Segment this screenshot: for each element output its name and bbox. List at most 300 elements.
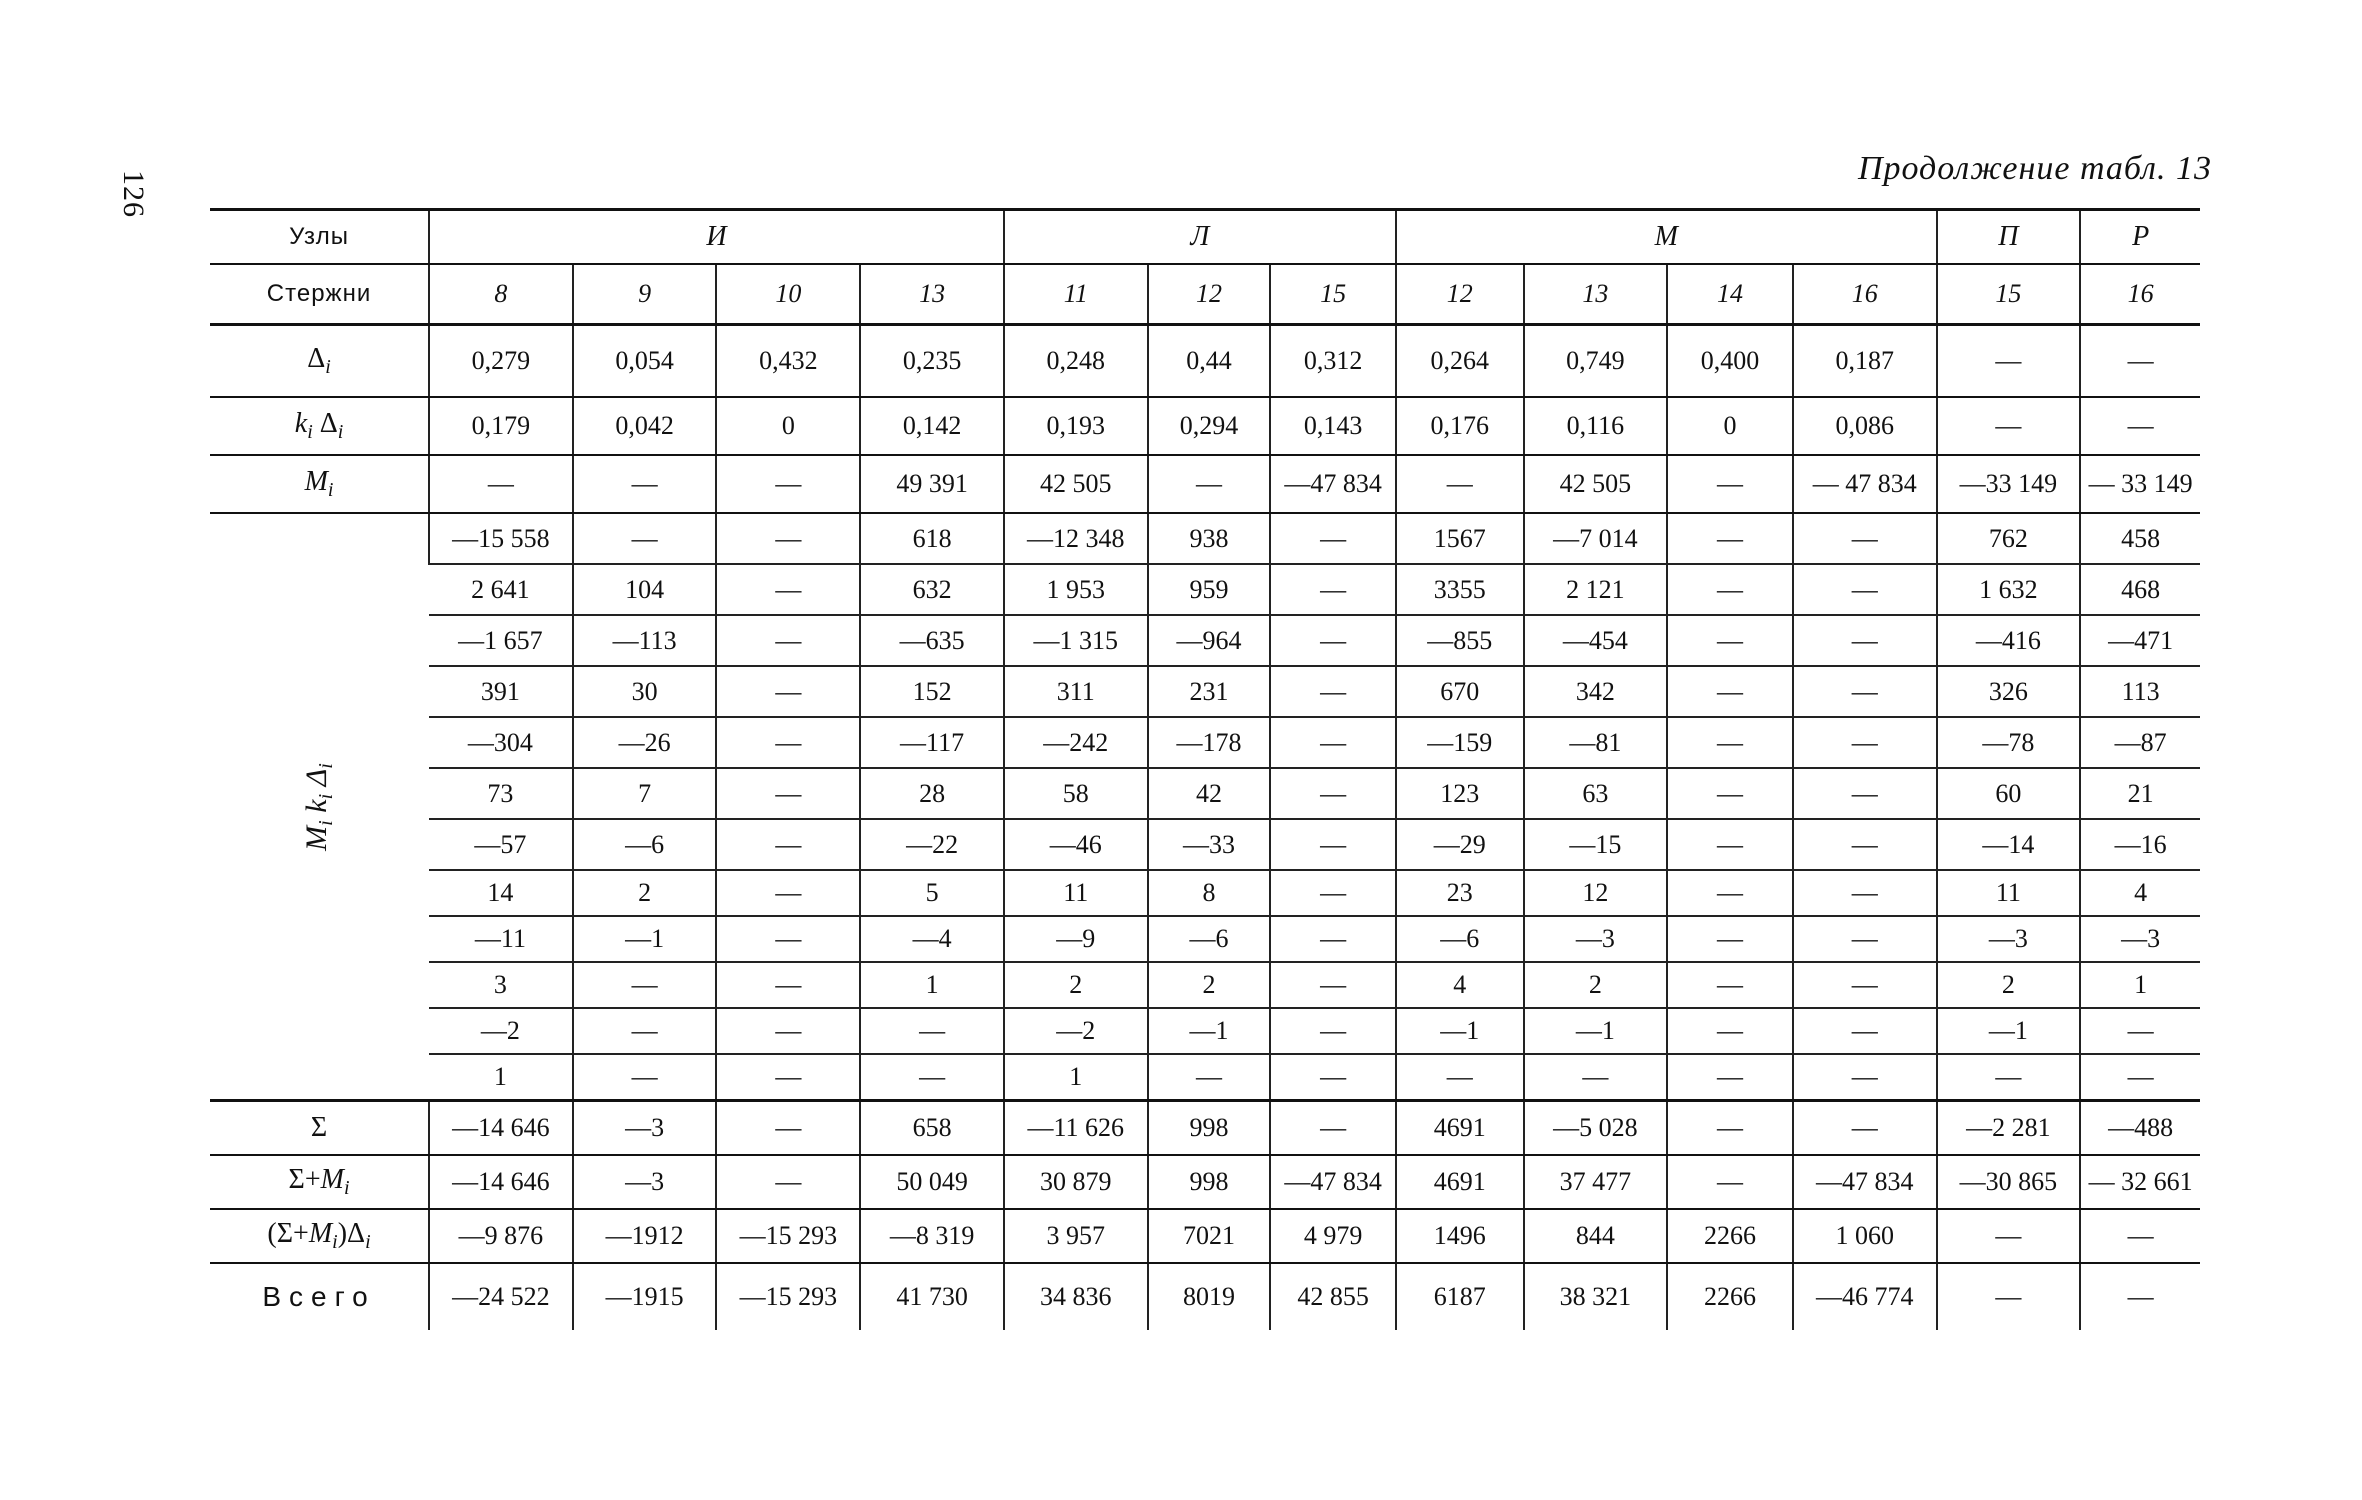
rod-header: 13 bbox=[860, 264, 1004, 325]
table-cell: —47 834 bbox=[1793, 1155, 1937, 1209]
table-cell: — bbox=[1667, 564, 1793, 615]
total-row bbox=[210, 1263, 2200, 1330]
rod-header: 15 bbox=[1937, 264, 2081, 325]
table-cell: — bbox=[1148, 1054, 1271, 1101]
table-cell: 0,187 bbox=[1793, 325, 1937, 398]
table-cell: 8019 bbox=[1148, 1263, 1271, 1330]
table-cell: 458 bbox=[2080, 513, 2200, 564]
table-cell: 2 bbox=[1524, 962, 1668, 1008]
table-cell: —9 876 bbox=[429, 1209, 573, 1263]
table-cell: 2266 bbox=[1667, 1209, 1793, 1263]
table-cell: — bbox=[2080, 1209, 2200, 1263]
table-cell: — bbox=[716, 615, 860, 666]
table-cell: — bbox=[860, 1008, 1004, 1054]
table-cell: — bbox=[716, 717, 860, 768]
table-cell: — bbox=[716, 916, 860, 962]
table-cell: — bbox=[1793, 916, 1937, 962]
table-cell: 41 730 bbox=[860, 1263, 1004, 1330]
table-cell: 0,086 bbox=[1793, 397, 1937, 455]
table-cell: 8 bbox=[1148, 870, 1271, 916]
table-cell: — bbox=[1793, 962, 1937, 1008]
rod-header: 9 bbox=[573, 264, 717, 325]
table-cell: 58 bbox=[1004, 768, 1148, 819]
table-cell: —3 bbox=[1524, 916, 1668, 962]
table-cell: —1 bbox=[1937, 1008, 2081, 1054]
table-cell: — bbox=[716, 870, 860, 916]
header-row-rods bbox=[210, 264, 2200, 325]
table-cell: —16 bbox=[2080, 819, 2200, 870]
table-cell: 670 bbox=[1396, 666, 1524, 717]
table-cell: 11 bbox=[1004, 870, 1148, 916]
rods-label: Стержни bbox=[210, 264, 429, 325]
rod-header: 15 bbox=[1270, 264, 1396, 325]
table-row bbox=[210, 513, 2200, 564]
table-caption: Продолжение табл. 13 bbox=[1857, 150, 2212, 187]
table-cell: — bbox=[573, 1008, 717, 1054]
table-cell: —6 bbox=[1396, 916, 1524, 962]
table-cell: 4691 bbox=[1396, 1155, 1524, 1209]
table-cell: — bbox=[1270, 870, 1396, 916]
table-cell: — bbox=[1793, 768, 1937, 819]
table-cell: —47 834 bbox=[1270, 1155, 1396, 1209]
table-cell: — bbox=[573, 1054, 717, 1101]
table-cell: 49 391 bbox=[860, 455, 1004, 513]
rod-header: 12 bbox=[1396, 264, 1524, 325]
table-cell: — bbox=[1793, 666, 1937, 717]
table-cell: — bbox=[1793, 564, 1937, 615]
table-cell: — bbox=[1270, 768, 1396, 819]
rod-header: 16 bbox=[2080, 264, 2200, 325]
table-cell: — bbox=[716, 1008, 860, 1054]
table-cell: — bbox=[716, 666, 860, 717]
table-cell: — bbox=[1270, 819, 1396, 870]
table-cell: — bbox=[1667, 870, 1793, 916]
table-cell: 73 bbox=[429, 768, 573, 819]
table-cell: 0,116 bbox=[1524, 397, 1668, 455]
table-cell: 1496 bbox=[1396, 1209, 1524, 1263]
table-cell: — bbox=[1937, 325, 2081, 398]
table-cell: 391 bbox=[429, 666, 573, 717]
table-cell: —47 834 bbox=[1270, 455, 1396, 513]
row-label: Всего bbox=[262, 1281, 376, 1312]
table-cell: 468 bbox=[2080, 564, 2200, 615]
table-cell: 1567 bbox=[1396, 513, 1524, 564]
mk-label-text: $M_i$ $k_i$ $\Delta_i$ bbox=[300, 762, 338, 851]
param-row bbox=[210, 455, 2200, 513]
table-cell: — bbox=[1270, 1008, 1396, 1054]
table-cell: —1 bbox=[1396, 1008, 1524, 1054]
nodes-label: Узлы bbox=[210, 210, 429, 265]
table-cell: —178 bbox=[1148, 717, 1271, 768]
table-cell: 30 bbox=[573, 666, 717, 717]
table-cell: — bbox=[1667, 615, 1793, 666]
row-label: $(\Sigma+M_i)\Delta_i$ bbox=[210, 1209, 429, 1263]
table-cell: 0,179 bbox=[429, 397, 573, 455]
table-cell: —5 028 bbox=[1524, 1101, 1668, 1156]
rod-header: 16 bbox=[1793, 264, 1937, 325]
table-cell: — bbox=[716, 564, 860, 615]
mk-label bbox=[210, 513, 429, 1101]
table-cell: 1 632 bbox=[1937, 564, 2081, 615]
row-label: $\Sigma+M_i$ bbox=[210, 1155, 429, 1209]
table-cell: —57 bbox=[429, 819, 573, 870]
table-cell: — bbox=[1270, 615, 1396, 666]
table-row bbox=[210, 768, 2200, 819]
group-header-m: М bbox=[1396, 210, 1937, 265]
table-row bbox=[210, 666, 2200, 717]
group-header-l: Л bbox=[1004, 210, 1396, 265]
table-cell: — bbox=[716, 819, 860, 870]
table-cell: 3 bbox=[429, 962, 573, 1008]
table-cell: —14 646 bbox=[429, 1155, 573, 1209]
table-cell: — bbox=[2080, 325, 2200, 398]
table-cell: 311 bbox=[1004, 666, 1148, 717]
table-cell: —8 319 bbox=[860, 1209, 1004, 1263]
table-cell: —471 bbox=[2080, 615, 2200, 666]
param-row bbox=[210, 325, 2200, 398]
row-label: Σ bbox=[210, 1101, 429, 1156]
table-cell: — bbox=[429, 455, 573, 513]
table-row bbox=[210, 819, 2200, 870]
table-cell: — bbox=[716, 768, 860, 819]
table-cell: 0,749 bbox=[1524, 325, 1668, 398]
table-cell: 231 bbox=[1148, 666, 1271, 717]
table-cell: — bbox=[1793, 1101, 1937, 1156]
table-cell: — bbox=[1270, 916, 1396, 962]
table-cell: —24 522 bbox=[429, 1263, 573, 1330]
table-cell: 844 bbox=[1524, 1209, 1668, 1263]
table-cell: 4691 bbox=[1396, 1101, 1524, 1156]
table-cell: 0 bbox=[1667, 397, 1793, 455]
table-body bbox=[210, 325, 2200, 1331]
table-cell: —1915 bbox=[573, 1263, 717, 1330]
table-cell: 6187 bbox=[1396, 1263, 1524, 1330]
table-cell: — bbox=[1937, 1263, 2081, 1330]
table-cell: 0,142 bbox=[860, 397, 1004, 455]
rod-header: 8 bbox=[429, 264, 573, 325]
table-cell: —15 558 bbox=[429, 513, 573, 564]
table-cell: —26 bbox=[573, 717, 717, 768]
rod-header: 10 bbox=[716, 264, 860, 325]
table-cell: — bbox=[1270, 564, 1396, 615]
table-cell: — bbox=[1667, 1101, 1793, 1156]
table-cell: —81 bbox=[1524, 717, 1668, 768]
table-cell: 0,264 bbox=[1396, 325, 1524, 398]
table-cell: —1 315 bbox=[1004, 615, 1148, 666]
table-cell: 12 bbox=[1524, 870, 1668, 916]
table-cell: 37 477 bbox=[1524, 1155, 1668, 1209]
table-cell: —6 bbox=[573, 819, 717, 870]
table-cell: — bbox=[1396, 1054, 1524, 1101]
table-cell: —1 bbox=[1148, 1008, 1271, 1054]
table-cell: — bbox=[1667, 1054, 1793, 1101]
table-cell: — bbox=[1270, 513, 1396, 564]
table-cell: 0,143 bbox=[1270, 397, 1396, 455]
table-cell: 2266 bbox=[1667, 1263, 1793, 1330]
row-label: $k_i$ $\Delta_i$ bbox=[210, 397, 429, 455]
table-cell: — bbox=[573, 513, 717, 564]
table-cell: — bbox=[1793, 615, 1937, 666]
table-row bbox=[210, 615, 2200, 666]
table-cell: 0,235 bbox=[860, 325, 1004, 398]
table-cell: —15 293 bbox=[716, 1209, 860, 1263]
table-row bbox=[210, 717, 2200, 768]
table-cell: —964 bbox=[1148, 615, 1271, 666]
table-cell: 0,176 bbox=[1396, 397, 1524, 455]
table-cell: — bbox=[1667, 768, 1793, 819]
table-cell: —78 bbox=[1937, 717, 2081, 768]
table-cell: — bbox=[1667, 455, 1793, 513]
table-cell: —3 bbox=[1937, 916, 2081, 962]
table-row bbox=[210, 564, 2200, 615]
group-header-i: И bbox=[429, 210, 1004, 265]
table-cell: 50 049 bbox=[860, 1155, 1004, 1209]
table-row bbox=[210, 962, 2200, 1008]
table-row bbox=[210, 916, 2200, 962]
table-cell: 4 bbox=[1396, 962, 1524, 1008]
table-cell: 30 879 bbox=[1004, 1155, 1148, 1209]
table-cell: 762 bbox=[1937, 513, 2081, 564]
table-cell: —14 bbox=[1937, 819, 2081, 870]
table-cell: 0,279 bbox=[429, 325, 573, 398]
table-cell: 11 bbox=[1937, 870, 2081, 916]
table-cell: 1 bbox=[860, 962, 1004, 1008]
table-cell: 38 321 bbox=[1524, 1263, 1668, 1330]
table-cell: 113 bbox=[2080, 666, 2200, 717]
table-row bbox=[210, 1054, 2200, 1101]
table-cell: 1 bbox=[1004, 1054, 1148, 1101]
table-row bbox=[210, 1008, 2200, 1054]
table-cell: — bbox=[1270, 962, 1396, 1008]
table-cell: — bbox=[1793, 1054, 1937, 1101]
table-cell: 1 060 bbox=[1793, 1209, 1937, 1263]
table-cell: 63 bbox=[1524, 768, 1668, 819]
table-cell: 60 bbox=[1937, 768, 2081, 819]
table-cell: — bbox=[716, 962, 860, 1008]
table-cell: — bbox=[860, 1054, 1004, 1101]
table-cell: 0,312 bbox=[1270, 325, 1396, 398]
table-cell: 5 bbox=[860, 870, 1004, 916]
rod-header: 13 bbox=[1524, 264, 1668, 325]
row-label: $\Delta_i$ bbox=[210, 325, 429, 398]
table-cell: — bbox=[1524, 1054, 1668, 1101]
table-cell: 959 bbox=[1148, 564, 1271, 615]
table-cell: — bbox=[1270, 1101, 1396, 1156]
table-cell: — bbox=[1667, 513, 1793, 564]
data-table bbox=[210, 208, 2200, 1330]
table-cell: 326 bbox=[1937, 666, 2081, 717]
table-cell: 2 bbox=[1004, 962, 1148, 1008]
table-cell: — bbox=[1793, 1008, 1937, 1054]
table-cell: — bbox=[1793, 819, 1937, 870]
table-cell: —113 bbox=[573, 615, 717, 666]
table-cell: 0,054 bbox=[573, 325, 717, 398]
table-cell: 42 855 bbox=[1270, 1263, 1396, 1330]
table-cell: 2 bbox=[573, 870, 717, 916]
table-cell: — bbox=[573, 962, 717, 1008]
table-cell: 123 bbox=[1396, 768, 1524, 819]
page-number: 126 bbox=[117, 170, 150, 218]
table-cell: — bbox=[2080, 397, 2200, 455]
table-cell: — bbox=[716, 513, 860, 564]
table-cell: —29 bbox=[1396, 819, 1524, 870]
table-cell: 34 836 bbox=[1004, 1263, 1148, 1330]
table-cell: —1912 bbox=[573, 1209, 717, 1263]
table-cell: —3 bbox=[2080, 916, 2200, 962]
table-cell: 998 bbox=[1148, 1155, 1271, 1209]
table-cell: 0,248 bbox=[1004, 325, 1148, 398]
table-cell: — bbox=[2080, 1054, 2200, 1101]
table-cell: 632 bbox=[860, 564, 1004, 615]
table-cell: 3355 bbox=[1396, 564, 1524, 615]
table-cell: 0,042 bbox=[573, 397, 717, 455]
table-cell: —1 657 bbox=[429, 615, 573, 666]
row-label: $M_i$ bbox=[210, 455, 429, 513]
table-cell: 3 957 bbox=[1004, 1209, 1148, 1263]
table-cell: —1 bbox=[1524, 1008, 1668, 1054]
table-cell: — bbox=[1937, 1209, 2081, 1263]
table-cell: — bbox=[1270, 666, 1396, 717]
table-cell: —7 014 bbox=[1524, 513, 1668, 564]
table-cell: 0,193 bbox=[1004, 397, 1148, 455]
table-cell: — bbox=[1667, 1155, 1793, 1209]
table-cell: 14 bbox=[429, 870, 573, 916]
table-cell: 1 bbox=[429, 1054, 573, 1101]
table-cell: —22 bbox=[860, 819, 1004, 870]
table-cell: 2 bbox=[1937, 962, 2081, 1008]
table-cell: — bbox=[1667, 1008, 1793, 1054]
table-cell: — bbox=[1148, 455, 1271, 513]
table-cell: —6 bbox=[1148, 916, 1271, 962]
table-cell: — bbox=[1396, 455, 1524, 513]
table-cell: —12 348 bbox=[1004, 513, 1148, 564]
table-cell: 0 bbox=[716, 397, 860, 455]
table-cell: 0,294 bbox=[1148, 397, 1271, 455]
header-row-nodes bbox=[210, 210, 2200, 265]
table-cell: —304 bbox=[429, 717, 573, 768]
table-cell: — 32 661 bbox=[2080, 1155, 2200, 1209]
total-row bbox=[210, 1101, 2200, 1156]
table-cell: 23 bbox=[1396, 870, 1524, 916]
table-cell: — 47 834 bbox=[1793, 455, 1937, 513]
table-cell: 28 bbox=[860, 768, 1004, 819]
table-cell: —11 bbox=[429, 916, 573, 962]
table-row bbox=[210, 870, 2200, 916]
table-cell: —87 bbox=[2080, 717, 2200, 768]
rod-header: 12 bbox=[1148, 264, 1271, 325]
table-cell: —416 bbox=[1937, 615, 2081, 666]
table-cell: 152 bbox=[860, 666, 1004, 717]
table-cell: 42 505 bbox=[1524, 455, 1668, 513]
table-cell: — bbox=[716, 455, 860, 513]
table-cell: 1 953 bbox=[1004, 564, 1148, 615]
table-cell: — bbox=[1667, 916, 1793, 962]
table-cell: 342 bbox=[1524, 666, 1668, 717]
table-cell: 42 505 bbox=[1004, 455, 1148, 513]
table-cell: —46 bbox=[1004, 819, 1148, 870]
table-cell: —11 626 bbox=[1004, 1101, 1148, 1156]
param-row bbox=[210, 397, 2200, 455]
table-cell: — bbox=[1270, 717, 1396, 768]
total-row bbox=[210, 1209, 2200, 1263]
table-cell: —9 bbox=[1004, 916, 1148, 962]
table-cell: — bbox=[1667, 666, 1793, 717]
group-header-p: П bbox=[1937, 210, 2081, 265]
table-cell: 21 bbox=[2080, 768, 2200, 819]
table-cell: — bbox=[1793, 870, 1937, 916]
rod-header: 11 bbox=[1004, 264, 1148, 325]
table-cell: 1 bbox=[2080, 962, 2200, 1008]
table-cell: 7021 bbox=[1148, 1209, 1271, 1263]
table-cell: 7 bbox=[573, 768, 717, 819]
table-cell: 998 bbox=[1148, 1101, 1271, 1156]
table-cell: — bbox=[1937, 1054, 2081, 1101]
table-cell: — bbox=[716, 1101, 860, 1156]
table-cell: —30 865 bbox=[1937, 1155, 2081, 1209]
table-cell: —3 bbox=[573, 1101, 717, 1156]
table-cell: — bbox=[1793, 513, 1937, 564]
table-cell: —15 bbox=[1524, 819, 1668, 870]
table-cell: 2 bbox=[1148, 962, 1271, 1008]
table-cell: —855 bbox=[1396, 615, 1524, 666]
total-row bbox=[210, 1155, 2200, 1209]
table-cell: 2 641 bbox=[429, 564, 573, 615]
table-cell: — bbox=[1270, 1054, 1396, 1101]
table-cell: —488 bbox=[2080, 1101, 2200, 1156]
table-cell: —46 774 bbox=[1793, 1263, 1937, 1330]
table-cell: 4 bbox=[2080, 870, 2200, 916]
table-cell: —33 149 bbox=[1937, 455, 2081, 513]
table-cell: —242 bbox=[1004, 717, 1148, 768]
table-cell: — bbox=[1667, 717, 1793, 768]
table-cell: — 33 149 bbox=[2080, 455, 2200, 513]
table-cell: 938 bbox=[1148, 513, 1271, 564]
table-cell: —3 bbox=[573, 1155, 717, 1209]
table-cell: —2 bbox=[429, 1008, 573, 1054]
table-cell: —14 646 bbox=[429, 1101, 573, 1156]
table-cell: 0,432 bbox=[716, 325, 860, 398]
table-cell: — bbox=[716, 1155, 860, 1209]
table-cell: 658 bbox=[860, 1101, 1004, 1156]
table-cell: —159 bbox=[1396, 717, 1524, 768]
rod-header: 14 bbox=[1667, 264, 1793, 325]
table-cell: 0,44 bbox=[1148, 325, 1271, 398]
table-cell: — bbox=[1793, 717, 1937, 768]
table-cell: —117 bbox=[860, 717, 1004, 768]
table-cell: —15 293 bbox=[716, 1263, 860, 1330]
table-cell: — bbox=[716, 1054, 860, 1101]
table-cell: — bbox=[573, 455, 717, 513]
table-cell: — bbox=[1667, 962, 1793, 1008]
table-cell: 0,400 bbox=[1667, 325, 1793, 398]
table-cell: —33 bbox=[1148, 819, 1271, 870]
table-cell: — bbox=[1667, 819, 1793, 870]
table-cell: — bbox=[2080, 1263, 2200, 1330]
table-cell: —2 281 bbox=[1937, 1101, 2081, 1156]
table-cell: 618 bbox=[860, 513, 1004, 564]
table-cell: 2 121 bbox=[1524, 564, 1668, 615]
table-cell: 42 bbox=[1148, 768, 1271, 819]
table-cell: —2 bbox=[1004, 1008, 1148, 1054]
table-cell: — bbox=[1937, 397, 2081, 455]
table-cell: —4 bbox=[860, 916, 1004, 962]
table-cell: 4 979 bbox=[1270, 1209, 1396, 1263]
table-cell: —635 bbox=[860, 615, 1004, 666]
table-cell: — bbox=[2080, 1008, 2200, 1054]
group-header-r: Р bbox=[2080, 210, 2200, 265]
table-cell: 104 bbox=[573, 564, 717, 615]
table-cell: —454 bbox=[1524, 615, 1668, 666]
